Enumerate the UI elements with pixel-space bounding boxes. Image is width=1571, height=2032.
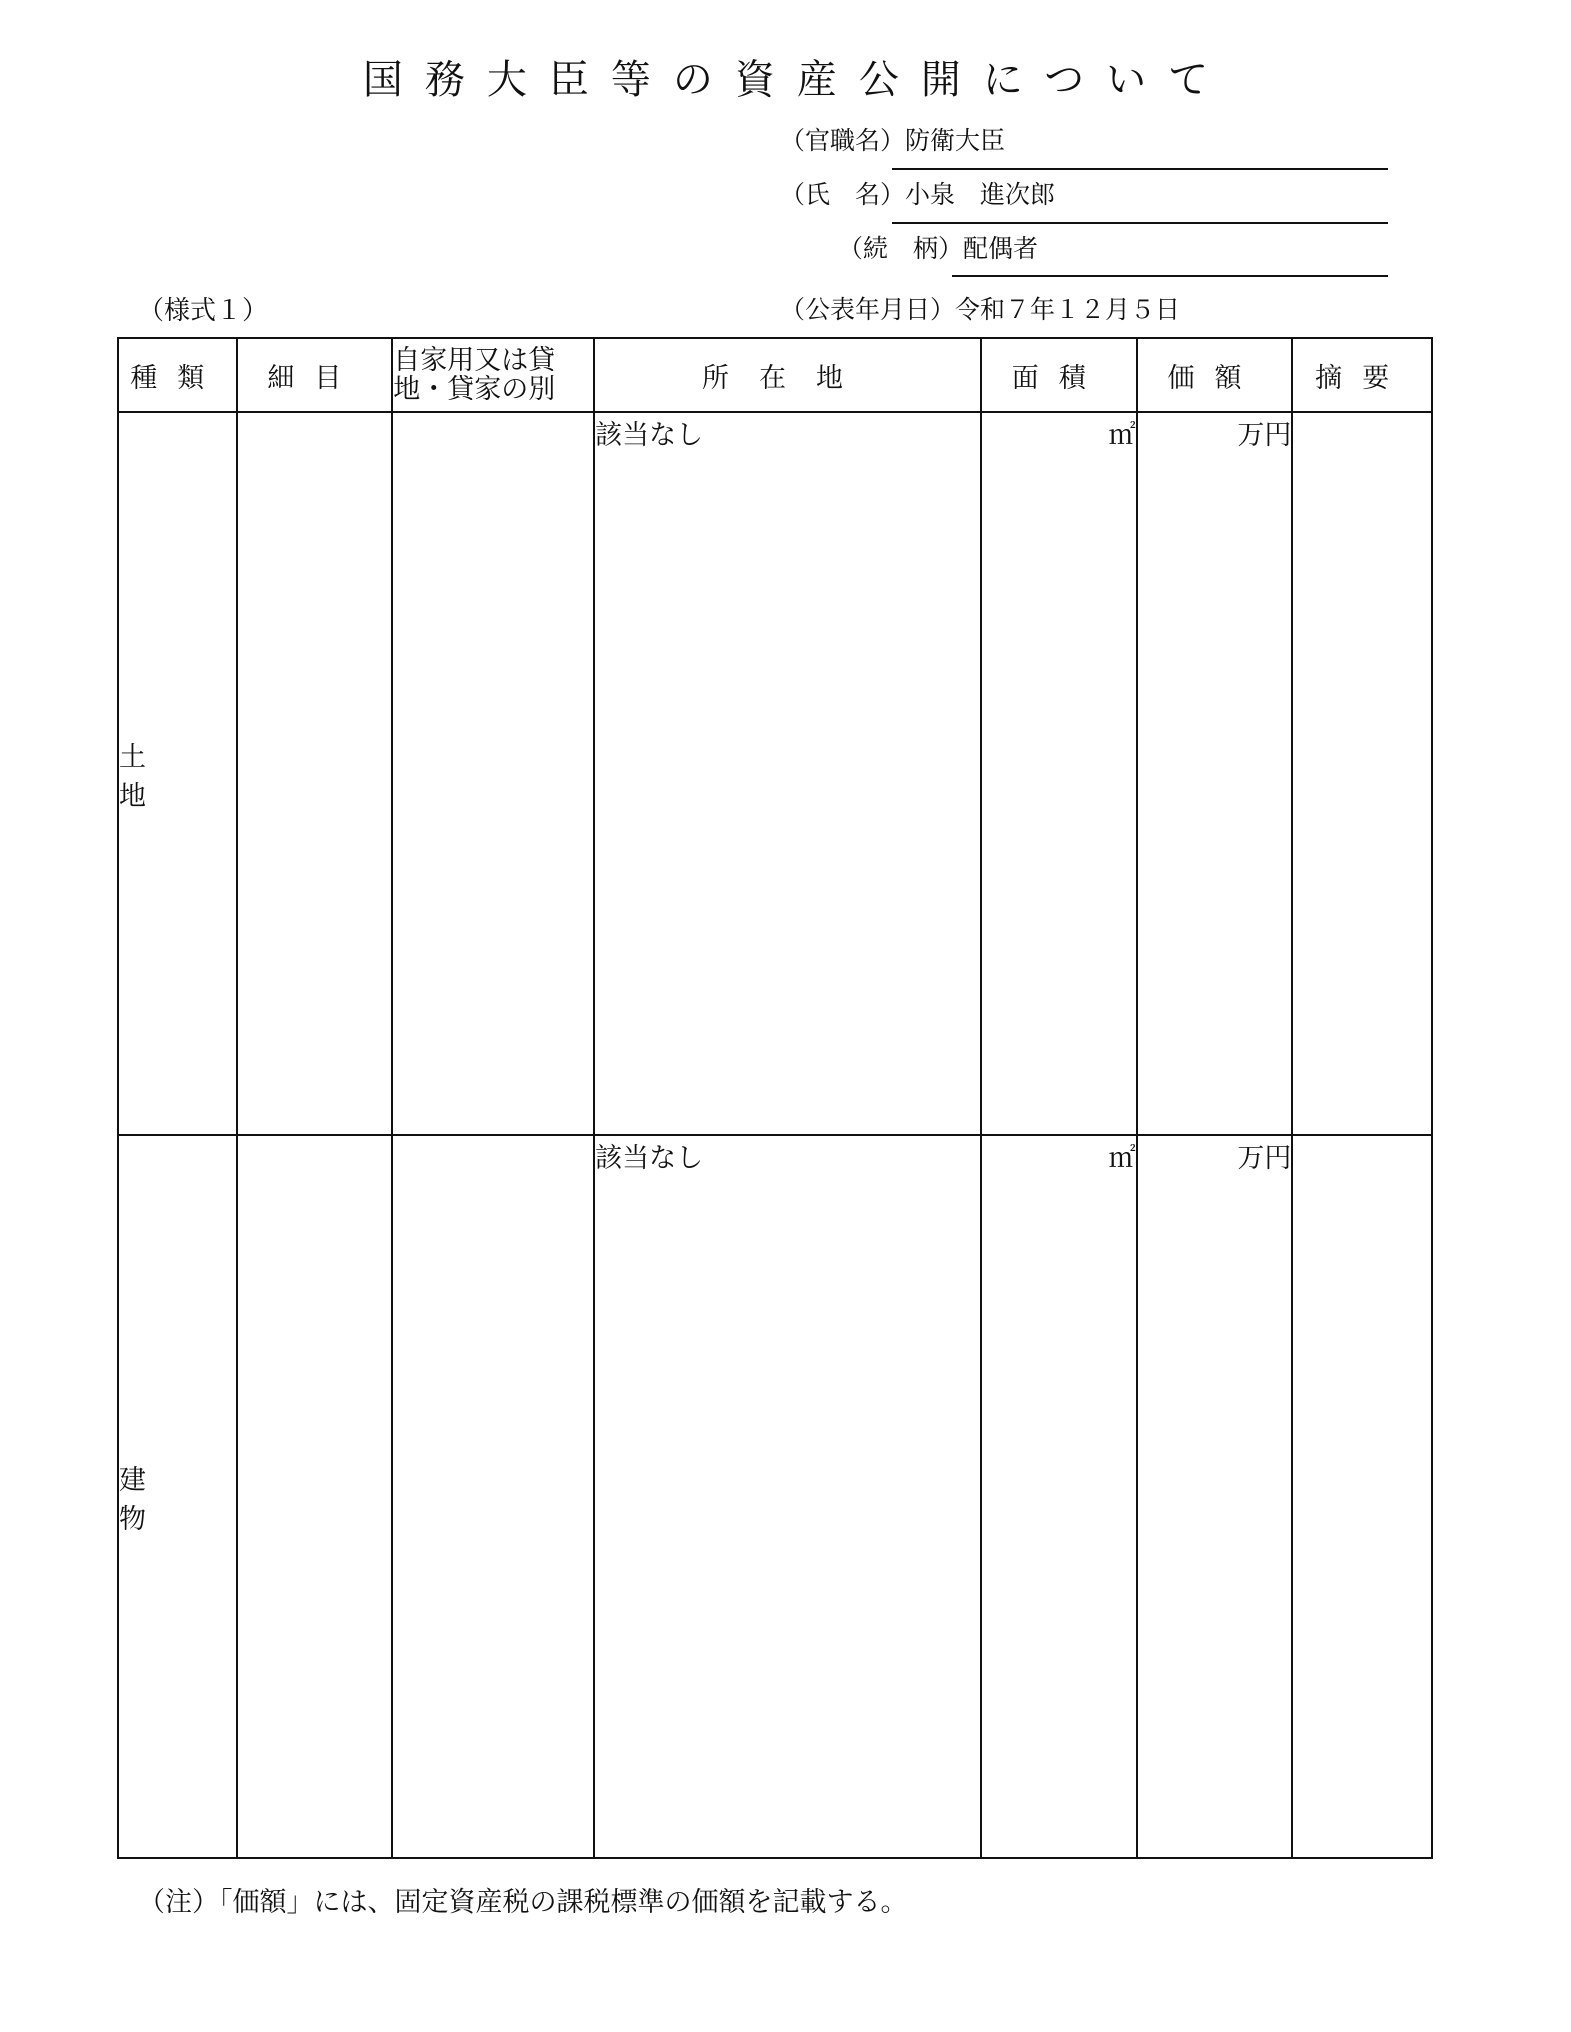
relation-field (838, 232, 1038, 266)
document-title: 国務大臣等の資産公開について (362, 57, 1231, 103)
name-value: 小泉 進次郎 (905, 180, 1056, 209)
position-value: 防衛大臣 (905, 126, 1006, 155)
row-usage-land (392, 412, 594, 1135)
publication-date-field (780, 290, 1180, 326)
row-detail-land (237, 412, 393, 1135)
name-label: （氏 名） (780, 180, 906, 209)
header-area: 面積 (981, 338, 1137, 412)
row-remarks-building (1292, 1135, 1432, 1858)
row-price-land: 万円 (1137, 412, 1293, 1135)
publication-date-value: 令和７年１２月５日 (955, 295, 1181, 324)
table-row-land (118, 412, 1432, 1135)
row-area-building: ㎡ (981, 1135, 1137, 1858)
header-location: 所在地 (594, 338, 981, 412)
header-detail: 細目 (237, 338, 393, 412)
row-location-building: 該当なし (594, 1135, 981, 1858)
relation-value: 配偶者 (963, 234, 1039, 263)
name-underline (892, 222, 1388, 224)
position-label: （官職名） (780, 126, 906, 155)
position-field (780, 124, 1005, 158)
row-remarks-land (1292, 412, 1432, 1135)
row-usage-building (392, 1135, 594, 1858)
relation-underline (952, 275, 1388, 277)
row-detail-building (237, 1135, 393, 1858)
row-area-land: ㎡ (981, 412, 1137, 1135)
publication-date-label: （公表年月日） (780, 295, 956, 324)
row-location-land: 該当なし (594, 412, 981, 1135)
row-kind-land: 土地 (118, 412, 237, 1135)
asset-table (117, 337, 1433, 1859)
name-field (780, 178, 1055, 212)
footnote: （注）「価額」には、固定資産税の課税標準の価額を記載する。 (138, 1887, 908, 1918)
header-remarks: 摘要 (1292, 338, 1432, 412)
table-row-building (118, 1135, 1432, 1858)
header-price: 価額 (1137, 338, 1293, 412)
header-usage: 自家用又は貸地・貸家の別 (392, 338, 594, 412)
position-underline (892, 168, 1388, 170)
header-kind: 種類 (118, 338, 237, 412)
row-kind-building: 建物 (118, 1135, 237, 1858)
row-price-building: 万円 (1137, 1135, 1293, 1858)
form-number: （様式１） (138, 296, 269, 326)
table-header-row (118, 338, 1432, 412)
relation-label: （続 柄） (838, 234, 964, 263)
